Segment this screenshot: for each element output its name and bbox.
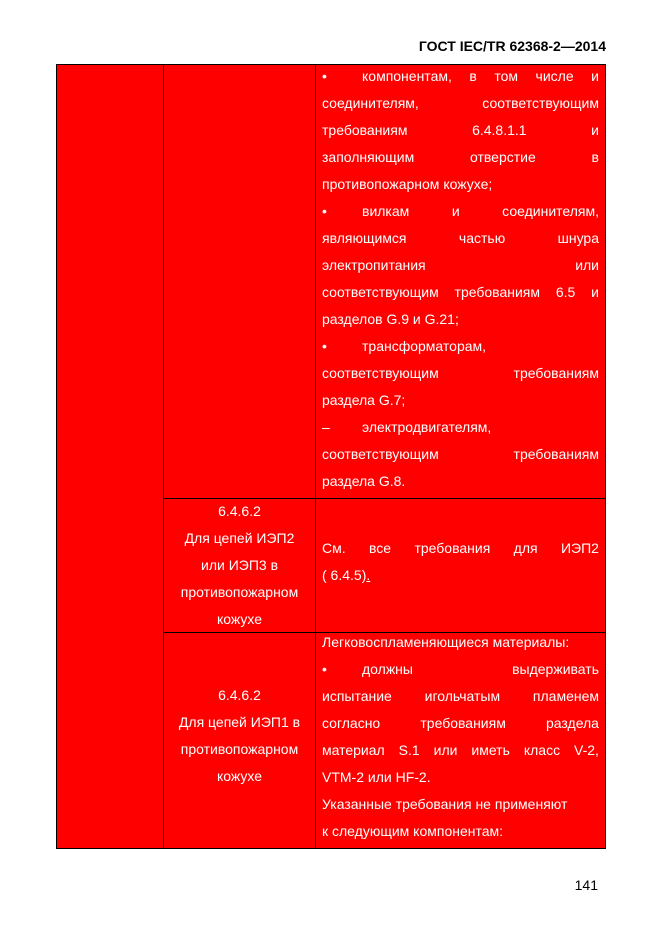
requirements-table — [56, 64, 606, 849]
list-item: • должны выдерживать — [322, 661, 599, 677]
row3-clause-cell: 6.4.6.2 Для цепей ИЭП1 в противопожарном кожухе — [178, 687, 301, 784]
list-item: • компонентам, в том числе и — [322, 68, 599, 84]
page-number: 141 — [574, 877, 598, 893]
row1-requirements: • компонентам, в том числе и соединителям, соответствующим требованиям 6.4.8.1.1 и заполняющим отверстие в противопожарном кожухе; • вилкам и соединителям, являющимся частью шнура электропитания или соответствующим требованиям 6.5 и разделов G.9 и G.21; • трансформаторам, соответствующим требованиям раздела G.7; – электродвигателям, соответствующим требованиям раздела G.8. — [322, 63, 599, 495]
list-item: – электродвигателям, — [322, 419, 492, 435]
column-divider-2 — [315, 65, 316, 848]
row2-requirement: См. все требования для ИЭП2 ( 6.4.5) . — [322, 540, 599, 583]
row3-requirement: Легковоспламеняющиеся материалы: • должны выдерживать испытание игольчатым пламенем согласно требованиям раздела материал S.1 или иметь класс V-2, VTM-2 или HF-2. Указанные требования не применяют к следующим компонентам: — [322, 634, 599, 839]
list-item: • трансформаторам, — [322, 338, 487, 354]
list-item: • вилкам и соединителям, — [322, 203, 599, 219]
document-header: ГОСТ IEC/TR 62368-2—2014 — [418, 38, 606, 54]
row2-clause-cell: 6.4.6.2 Для цепей ИЭП2 или ИЭП3 в противопожарном кожухе — [180, 503, 299, 627]
